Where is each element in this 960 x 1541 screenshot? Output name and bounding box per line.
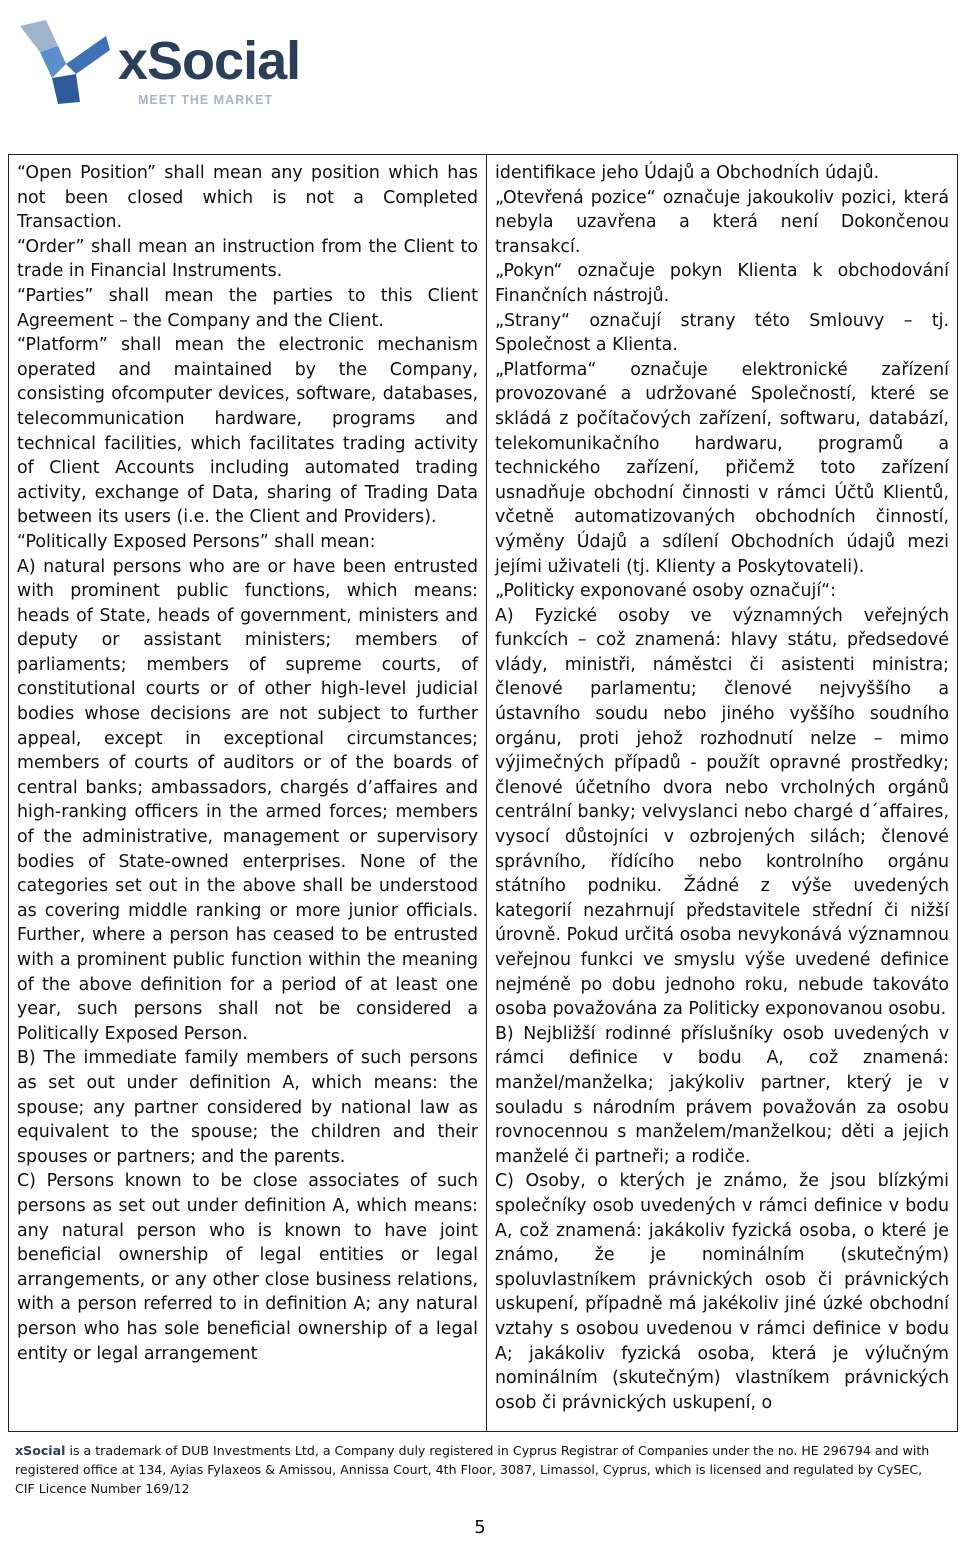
logo-brand-text: xSocial bbox=[118, 31, 301, 91]
definition-paragraph: “Open Position” shall mean any position which has not been closed which is not a Completed Transaction. bbox=[17, 163, 478, 233]
xsocial-logo bbox=[18, 16, 358, 108]
footer-trademark: xSocial bbox=[15, 1443, 66, 1458]
definition-paragraph: C) Persons known to be close associates of such persons as set out under definition A, which means: any natural person who is known to have joint beneficial ownership of legal entities or legal arrangements, or any other close business relations, with a person referred to in definition A; any natural person who has sole beneficial ownership of a legal entity or legal arrangement bbox=[17, 1171, 478, 1364]
definition-paragraph: B) The immediate family members of such persons as set out under definition A, which means: the spouse; any partner considered by national law as equivalent to the spouse; the children and their spouses or partners; and the parents. bbox=[17, 1048, 478, 1167]
definition-paragraph: „Platforma“ označuje elektronické zařízení provozované a udržované Společností, které se skládá z počítačových zařízení, softwaru, databází, telekomunikačního hardwaru, programů a technického zařízení, přičemž toto zařízení usnadňuje obchodní činnosti v rámci Účtů Klientů, včetně automatizovaných obchodních činností, výměny Údajů a sdílení Obchodních údajů mezi jejími uživateli (tj. Klienty a Poskytovateli). bbox=[495, 359, 949, 577]
footer-text: is a trademark of DUB Investments Ltd, a Company duly registered in Cyprus Registrar of Companies under the no. HE 296794 and with registered office at 134, Ayias Fylaxeos & Amissou, Annissa Court, 4th Floor, 3087, Limassol, Cyprus, which is licensed and regulated by CySEC, CIF Licence Number 169/12 bbox=[15, 1443, 930, 1496]
czech-column bbox=[487, 155, 957, 1431]
logo-tagline: MEET THE MARKET bbox=[138, 93, 274, 107]
definition-paragraph: identifikace jeho Údajů a Obchodních údajů. bbox=[495, 163, 880, 183]
definition-paragraph: C) Osoby, o kterých je známo, že jsou blízkými společníky osob uvedených v rámci definice v bodu A, což znamená: jakákoliv fyzická osoba, o které je známo, že je nominálním (skutečným) spoluvlastníkem právnických osob či právnických uskupení, případně má jakékoliv jiné úzké obchodní vztahy s osobou uvedenou v rámci definice v bodu A; jakákoliv fyzická osoba, která je výlučným nominálním (skutečným) vlastníkem právnických osob či právnických uskupení, o bbox=[495, 1171, 949, 1413]
definition-paragraph: “Parties” shall mean the parties to this Client Agreement – the Company and the Client. bbox=[17, 285, 478, 331]
english-column bbox=[9, 155, 487, 1431]
definition-paragraph: “Order” shall mean an instruction from the Client to trade in Financial Instruments. bbox=[17, 236, 478, 282]
definition-paragraph: „Otevřená pozice“ označuje jakoukoliv pozici, která nebyla uzavřena a která není Dokončenou transakcí. bbox=[495, 187, 949, 257]
definition-paragraph: A) natural persons who are or have been entrusted with prominent public functions, which means: heads of State, heads of government, ministers and deputy or assistant ministers; members of parliaments; members of supreme courts, of constitutional courts or of other high-level judicial bodies whose decisions are not subject to further appeal, except in exceptional circumstances; members of courts of auditors or of the boards of central banks; ambassadors, chargés d’affaires and high-ranking officers in the armed forces; members of the administrative, management or supervisory bodies of State-owned enterprises. None of the categories set out in the above shall be understood as covering middle ranking or more junior officials. Further, where a person has ceased to be entrusted with a prominent public function within the meaning of the above definition for a period of at least one year, such persons shall not be considered a Politically Exposed Person. bbox=[17, 556, 478, 1044]
page-number: 5 bbox=[474, 1517, 486, 1538]
footer-disclaimer bbox=[15, 1441, 945, 1498]
definition-paragraph: „Strany“ označují strany této Smlouvy – tj. Společnost a Klienta. bbox=[495, 310, 949, 356]
xsocial-logo-mark-icon bbox=[18, 16, 114, 108]
definition-paragraph: B) Nejbližší rodinné příslušníky osob uvedených v rámci definice v bodu A, což znamená: manžel/manželka; jakýkoliv partner, který je v souladu s národním právem považován za osobu rovnocennou s manželem/manželkou; děti a jejich manželé či partneři; a rodiče. bbox=[495, 1023, 949, 1167]
definition-paragraph: “Platform” shall mean the electronic mechanism operated and maintained by the Company, consisting ofcomputer devices, software, databases, telecommunication hardware, programs and technical facilities, which facilitates trading activity of Client Accounts including automated trading activity, exchange of Data, sharing of Trading Data between its users (i.e. the Client and Providers). bbox=[17, 335, 478, 528]
definition-paragraph: A) Fyzické osoby ve významných veřejných funkcích – což znamená: hlavy státu, předsedové vlády, ministři, náměstci či asistenti ministra; členové parlamentu; členové nejvyššího a ústavního soudu nebo jiného vyššího soudního orgánu, proti jehož rozhodnutí nelze – mimo výjimečných případů - použít opravné prostředky; členové účetního dvora nebo vrcholných orgánů centrální banky; velvyslanci nebo chargé d´affaires, vysocí důstojníci v ozbrojených silách; členové správního, řídícího nebo kontrolního orgánu státního podniku. Žádné z výše uvedených kategorií nezahrnují představitele střední či nižší úrovně. Pokud určitá osoba nevykonává významnou veřejnou funkci ve smyslu výše uvedené definice nejméně po dobu jednoho roku, nebude takováto osoba považována za Politicky exponovanou osobu. bbox=[495, 605, 949, 1020]
bilingual-terms-table bbox=[8, 154, 958, 1432]
definition-paragraph: „Politicky exponované osoby označují“: bbox=[495, 581, 837, 602]
definition-paragraph: “Politically Exposed Persons” shall mean: bbox=[17, 531, 376, 552]
definition-paragraph: „Pokyn“ označuje pokyn Klienta k obchodování Finančních nástrojů. bbox=[495, 261, 949, 306]
